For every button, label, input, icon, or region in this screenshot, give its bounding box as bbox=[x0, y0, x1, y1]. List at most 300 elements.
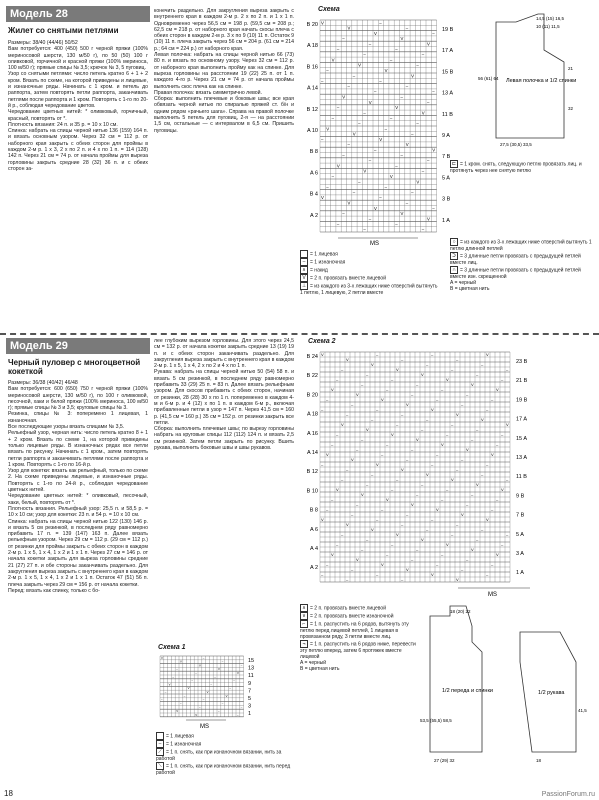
scheme-28-chart bbox=[298, 16, 468, 246]
stitch-symbol: – bbox=[406, 457, 409, 462]
stitch-symbol: – bbox=[446, 432, 449, 437]
stitch-symbol: – bbox=[341, 477, 344, 482]
section-divider bbox=[0, 333, 599, 335]
stitch-symbol: – bbox=[321, 407, 324, 412]
stitch-symbol: – bbox=[321, 462, 324, 467]
legend-item: A = черный bbox=[300, 660, 327, 666]
stitch-symbol: – bbox=[401, 522, 404, 527]
stitch-symbol: – bbox=[486, 572, 489, 577]
stitch-symbol: V bbox=[331, 57, 335, 63]
stitch-symbol: – bbox=[491, 397, 494, 402]
stitch-symbol: V bbox=[187, 686, 190, 691]
stitch-symbol: – bbox=[386, 387, 389, 392]
stitch-symbol: – bbox=[486, 462, 489, 467]
stitch-symbol: – bbox=[426, 527, 429, 532]
stitch-symbol: – bbox=[352, 73, 356, 79]
stitch-symbol: V bbox=[168, 682, 171, 687]
stitch-symbol: – bbox=[466, 502, 469, 507]
scheme-28-right-row-labels bbox=[442, 27, 454, 224]
stitch-symbol: – bbox=[386, 442, 389, 447]
stitch-symbol: V bbox=[416, 179, 420, 185]
stitch-symbol: V bbox=[352, 131, 356, 137]
stitch-symbol: – bbox=[416, 492, 419, 497]
stitch-symbol: – bbox=[506, 477, 509, 482]
stitch-symbol: – bbox=[326, 184, 329, 190]
stitch-symbol: – bbox=[358, 179, 361, 185]
row-label: A 2 bbox=[310, 565, 318, 572]
row-label: 5 A bbox=[516, 531, 524, 538]
row-label: B 4 bbox=[309, 191, 318, 198]
stitch-symbol: – bbox=[405, 25, 409, 31]
legend-item: A = черный bbox=[450, 280, 477, 286]
stitch-symbol: – bbox=[441, 552, 444, 557]
stitch-symbol: V bbox=[336, 487, 339, 492]
legend-item: = 1 лицевая bbox=[300, 250, 440, 258]
stitch-symbol: V bbox=[421, 372, 424, 377]
stitch-symbol: – bbox=[341, 367, 344, 372]
legend-item: ¬ = 1 п. распустить на 6 рядов ниже, перевести эту петлю вперед, затем 6 протяжек вместе лицевой bbox=[300, 641, 416, 660]
pattern-28-diagram bbox=[476, 10, 594, 150]
stitch-symbol: – bbox=[336, 432, 339, 437]
stitch-symbol: V bbox=[471, 382, 474, 387]
stitch-symbol: – bbox=[351, 512, 354, 517]
pattern-28-dim-3: 21 bbox=[568, 66, 574, 71]
stitch-symbol: V bbox=[321, 517, 324, 522]
stitch-symbol: V bbox=[336, 163, 340, 169]
stitch-symbol: – bbox=[347, 83, 350, 89]
row-label: A 10 bbox=[306, 128, 318, 134]
stitch-symbol: V bbox=[361, 492, 364, 497]
row-label: 5 A bbox=[442, 175, 450, 182]
stitch-symbol: – bbox=[466, 557, 469, 562]
row-label: 13 bbox=[248, 665, 255, 672]
row-label: A 4 bbox=[310, 546, 318, 552]
stitch-symbol: – bbox=[176, 667, 178, 672]
legend-item: ∧ = 2 п. провязать вместе лицевой bbox=[300, 604, 420, 612]
stitch-symbol: V bbox=[326, 452, 329, 457]
legend-item: B = цветная нить bbox=[450, 286, 490, 292]
stitch-symbol: V bbox=[411, 502, 414, 507]
stitch-symbol: V bbox=[451, 477, 454, 482]
stitch-symbol: – bbox=[471, 492, 474, 497]
row-label: 7 B bbox=[442, 154, 451, 161]
stitch-symbol: – bbox=[379, 20, 382, 26]
stitch-symbol: – bbox=[486, 407, 489, 412]
stitch-symbol: V bbox=[176, 709, 179, 713]
stitch-symbol: – bbox=[331, 174, 334, 179]
stitch-symbol: – bbox=[461, 402, 464, 407]
stitch-symbol: V bbox=[396, 367, 399, 372]
stitch-symbol: – bbox=[214, 674, 216, 679]
stitch-symbol: – bbox=[416, 121, 419, 126]
row-label: 3 B bbox=[442, 196, 451, 203]
stitch-symbol: – bbox=[506, 532, 509, 537]
stitch-symbol: – bbox=[386, 552, 389, 557]
legend-item: – = 1 изнаночная bbox=[156, 740, 294, 748]
stitch-symbol: V bbox=[351, 457, 354, 462]
stitch-symbol: – bbox=[426, 362, 429, 367]
stitch-symbol: – bbox=[237, 712, 239, 717]
stitch-symbol: – bbox=[374, 89, 377, 95]
stitch-symbol: – bbox=[421, 427, 424, 432]
stitch-symbol: – bbox=[381, 507, 384, 512]
legend-item: – = 1 изнаночная bbox=[300, 258, 440, 266]
pattern-29-diagram bbox=[420, 602, 596, 772]
stitch-symbol: – bbox=[396, 477, 399, 482]
stitch-symbol: V bbox=[486, 352, 489, 357]
stitch-symbol: – bbox=[446, 487, 449, 492]
stitch-symbol: V bbox=[331, 552, 334, 557]
stitch-symbol: – bbox=[342, 211, 345, 217]
legend-item: Ↄ = 3 длинные петли провязать с предыдущей петлей вместе лиц. bbox=[450, 253, 581, 266]
stitch-symbol: V bbox=[496, 387, 499, 392]
stitch-symbol: – bbox=[411, 392, 414, 397]
stitch-symbol: V bbox=[371, 362, 374, 367]
stitch-symbol: V bbox=[321, 352, 324, 357]
stitch-symbol: – bbox=[376, 572, 379, 577]
stitch-symbol: V bbox=[400, 211, 404, 217]
stitch-symbol: V bbox=[331, 387, 334, 392]
stitch-symbol: – bbox=[342, 152, 345, 158]
stitch-symbol: V bbox=[421, 110, 425, 116]
stitch-symbol: – bbox=[346, 577, 349, 582]
row-label: A 18 bbox=[306, 411, 318, 418]
stitch-symbol: – bbox=[161, 697, 163, 702]
pattern-29-sleeve-label: 1/2 рукава bbox=[538, 690, 565, 696]
model-29-subtitle: Черный пуловер с многоцветной кокеткой bbox=[8, 358, 141, 376]
model-29-text-column-2: лее глубоким вырезом горловины. Для этого через 24,5 см = 132 р. от начала кокетки закрыть средние 13 (19) 19 п. и с обеих сторон заканчивать раздельно. Для закругления выреза закрыть с внутреннего края в каждом 2-м р. 1 х 5, 1 х 4, 2 х по 2 и 4 х по 1 п. Рукава: набрать на спицы черной нитью 50 (54) 58 п. и вязать 5 см резинкой, в последнем ряду равномерно прибавить 33 (29) 25 п. = 83 п. Далее вязать рельефным узором. Для скосов прибавить с обеих сторон, начиная от резинки, 28 (28) 30 х по 1 п. попеременно в каждом 4-м и 6-м р. и 4 (12) х по 1 п. в каждом 6-м р., включая прибавленные петли в узор = 147 п. Через 41,5 см = 160 р. (41,5 см = 160 р.) 35 см = 152 р. от резинки закрыть все петли. Сборка: выполнить плечевые швы; по вырезу горловины набрать на круговые спицы 112 (112) 124 п. и вязать 2,5 см резинкой. Затем петли закрыть по рисунку. Вшить рукава, выполнить боковые швы и швы рукавов. bbox=[154, 338, 294, 452]
stitch-symbol: V bbox=[491, 452, 494, 457]
pattern-28-outline bbox=[496, 14, 564, 138]
stitch-symbol: V bbox=[481, 417, 484, 422]
stitch-symbol: – bbox=[346, 412, 349, 417]
stitch-symbol: – bbox=[481, 362, 484, 367]
row-label: A 14 bbox=[306, 450, 318, 456]
row-label: 17 A bbox=[442, 48, 454, 55]
scheme-28-legend bbox=[300, 250, 440, 296]
stitch-symbol: – bbox=[416, 547, 419, 552]
stitch-symbol: – bbox=[431, 517, 434, 522]
scheme-29-2-title: Схема 2 bbox=[308, 338, 336, 345]
stitch-symbol: – bbox=[366, 537, 369, 542]
row-label: 1 A bbox=[442, 217, 450, 224]
stitch-symbol: – bbox=[195, 671, 197, 675]
watermark: PassionForum.ru bbox=[541, 791, 595, 798]
stitch-symbol: – bbox=[400, 94, 403, 100]
stitch-symbol: – bbox=[506, 367, 509, 372]
row-label: 19 B bbox=[516, 397, 528, 404]
stitch-symbol: – bbox=[368, 158, 372, 164]
row-label: 1 bbox=[248, 711, 252, 718]
stitch-symbol: – bbox=[347, 142, 350, 148]
stitch-symbol: – bbox=[356, 447, 359, 452]
row-label: A 2 bbox=[310, 212, 318, 219]
scheme-29-1-chart bbox=[156, 654, 296, 730]
stitch-symbol: – bbox=[326, 397, 329, 402]
stitch-symbol: V bbox=[180, 659, 182, 664]
stitch-symbol: – bbox=[379, 195, 382, 201]
model-28-text-column-1: Размеры: 38/40 (44/46) 50/52 Вам потребуется: 400 (450) 500 г черной пряжи (100% мериносовой шерсти, 130 м/50 г), по 50 (50) 100 г оливковой, горчичной и красной пряжи (100% мериноса, 100 м/50 г); прямые спицы № 3,5; крючок № 3, 5 пуговиц. Узор со снятыми петлями: число петель кратно 6 + 1 + 2 кром. Вязать по схеме, на которой приведены и лицевые, и изнаночные ряды. Начинать с 1 кром. и петель до раппорта, затем повторять петли раппорта, заканчивать петлями после раппорта и 1 кром. Повторять с 1-го по 20-й р., соблюдая чередование цветов. Чередование цветных нитей: * оливковый, горчичный, красный, повторять от *. Плотность вязания: 24 п. и 35 р. = 10 х 10 см. Спинка: набрать на спицы черной нитью 136 (159) 164 п. и вязать основным узором. Через 32 см = 112 р. от наборного края закрыть с обеих сторон для проймы в каждом 2-м р. 1 х 3, 2 х по 2 п. и 4 х по 1 п. = 114 (128) 142 п. Через 21 см = 74 р. от начала проймы для выреза горловины закрыть средние 28 (32) 36 п. и с обеих сторон за- bbox=[8, 40, 148, 172]
stitch-symbol: V bbox=[456, 577, 459, 582]
stitch-symbol: – bbox=[432, 30, 435, 36]
stitch-symbol: – bbox=[342, 36, 345, 42]
stitch-symbol: V bbox=[386, 497, 389, 502]
stitch-symbol: – bbox=[336, 46, 340, 52]
stitch-symbol: V bbox=[421, 537, 424, 542]
stitch-symbol: V bbox=[432, 147, 436, 153]
stitch-symbol: V bbox=[431, 572, 434, 577]
stitch-symbol: V bbox=[371, 527, 374, 532]
row-label: 11 B bbox=[516, 474, 527, 481]
stitch-symbol: V bbox=[368, 99, 372, 105]
stitch-symbol: – bbox=[391, 377, 394, 382]
stitch-symbol: V bbox=[406, 567, 409, 572]
stitch-symbol: V bbox=[427, 41, 430, 47]
stitch-symbol: V bbox=[366, 427, 369, 432]
stitch-symbol: – bbox=[202, 697, 205, 702]
stitch-symbol: – bbox=[381, 452, 384, 457]
page-number: 18 bbox=[4, 789, 13, 798]
stitch-symbol: – bbox=[426, 417, 429, 422]
stitch-symbol: – bbox=[374, 147, 377, 153]
row-label: B 20 bbox=[306, 22, 318, 28]
stitch-symbol: – bbox=[405, 83, 409, 89]
stitch-symbol: V bbox=[321, 20, 324, 26]
stitch-symbol: V bbox=[466, 447, 469, 452]
row-label: 13 A bbox=[442, 90, 454, 97]
row-label: B 24 bbox=[306, 354, 318, 360]
stitch-symbol: – bbox=[202, 655, 205, 660]
pattern-28-dim-2: 10 (11) 11,5 bbox=[536, 24, 560, 29]
stitch-symbol: V bbox=[446, 542, 449, 547]
stitch-symbol: – bbox=[395, 46, 398, 52]
row-label: B 10 bbox=[306, 488, 318, 495]
stitch-symbol: – bbox=[461, 567, 464, 572]
stitch-symbol: – bbox=[401, 412, 404, 417]
stitch-symbol: – bbox=[401, 357, 404, 362]
model-29-text-column-1: Размеры: 36/38 (40/42) 46/48 Вам потребуется: 600 (650) 750 г черной пряжи (100% мериносовой шерсти, 130 м/50 г), по 100 г оливковой, песочной, хаки и белой пряжи (100% мериноса, 100 м/50 г); прямые спицы № 3 и 3,5; круговые спицы № 3. Резинка, спицы № 3: поперемено 1 лицевая, 1 изнаночная. Все последующие узоры вязать спицами № 3,5. Рельефный узор, черная нить: число петель кратно 8 + 1 + 2 кром. Вязать по схеме 1, на которой приведены только лицевые ряды. В изнаночных рядах все петли вязать по рисунку. Начинать с 1 кром., затем повторять петли раппорта и заканчивать петлями после раппорта и 1 кром. Повторять с 1-го по 16-й р. Узор для кокетки: вязать как рельефный, только по схеме 2. На схеме приведены лицевые, и изнаночные ряды. Повторять с 1-го по 24-й р., соблюдая чередование цветных нитей. Чередование цветных нитей: * оливковый, песочный, хаки, белый, повторять от *. Плотность вязания. Рельефный узор: 25,5 п. и 58,5 р. = 10 х 10 см; узор для кокетки: 23 п. и 54 р. = 10 х 10 см. Спинка: набрать на спицы черной нитью 122 (130) 146 р. и вязать 5 см резинкой, в последнем ряду равномерно прибавить 17 п. = 139 (147) 163 п. Далее вязать рельефным узором. Через 29 см = 112 р. (29 см = 112 р.) от резинки для проймы закрыть с обеих сторон в каждом 2-м р. 1 х 5, 1 х 4, 1 х 2 и 1 х 1 п. Через 27 см = 146 р. от начала кокетки закрыть для выреза горловины средние 21 (27) 27 п. и обе стороны заканчивать раздельно. Для закругления выреза закрыть с внутреннего края в каждом 2-м р. 1 х 5, 1 х 4, 1 х 2 и 1 х 1 п. Остаток 47 (51) 56 п. плеча закрыть через 29 см = 156 р. от начала кокетки. Перед: вязать как спинку, только с бо- bbox=[8, 380, 148, 594]
pattern-28-dim-6: 56 (61) 64 bbox=[478, 76, 499, 81]
stitch-symbol: V bbox=[321, 195, 324, 201]
model-28-subtitle: Жилет со снятыми петлями bbox=[8, 26, 119, 35]
stitch-symbol: – bbox=[321, 78, 324, 84]
stitch-symbol: – bbox=[461, 457, 464, 462]
stitch-symbol: – bbox=[221, 659, 224, 664]
row-label: 11 B bbox=[442, 111, 453, 118]
stitch-symbol: V bbox=[363, 168, 367, 174]
pattern-29-dim-5: 18 bbox=[536, 758, 542, 763]
stitch-symbol: V bbox=[218, 667, 220, 672]
stitch-symbol: V bbox=[486, 517, 489, 522]
stitch-symbol: – bbox=[218, 709, 220, 713]
stitch-symbol: V bbox=[389, 174, 393, 179]
stitch-symbol: – bbox=[481, 527, 484, 532]
stitch-symbol: – bbox=[389, 115, 393, 121]
stitch-symbol: – bbox=[395, 163, 398, 169]
stitch-symbol: – bbox=[384, 184, 387, 190]
row-label: 7 B bbox=[516, 512, 525, 519]
stitch-symbol: V bbox=[356, 557, 359, 562]
stitch-symbol: – bbox=[496, 497, 499, 502]
stitch-symbol: – bbox=[476, 537, 479, 542]
row-label: 19 B bbox=[442, 27, 454, 33]
scheme-29-2-chart bbox=[298, 348, 594, 598]
stitch-symbol: – bbox=[164, 690, 167, 694]
stitch-symbol: – bbox=[172, 674, 174, 679]
stitch-symbol: V bbox=[496, 552, 499, 557]
stitch-symbol: – bbox=[371, 417, 374, 422]
stitch-symbol: – bbox=[421, 52, 425, 58]
stitch-symbol: V bbox=[441, 442, 444, 447]
stitch-symbol: V bbox=[431, 407, 434, 412]
stitch-symbol: V bbox=[426, 472, 429, 477]
stitch-symbol: – bbox=[351, 567, 354, 572]
stitch-symbol: – bbox=[321, 136, 324, 142]
stitch-symbol: – bbox=[405, 200, 409, 206]
pattern-28-label: Левая полочка и 1/2 спинки bbox=[506, 78, 577, 84]
stitch-symbol: – bbox=[346, 467, 349, 472]
stitch-symbol: V bbox=[237, 671, 239, 675]
stitch-symbol: – bbox=[352, 189, 356, 195]
row-label: 15 bbox=[248, 658, 255, 664]
row-label: 11 bbox=[248, 673, 254, 680]
row-label: A 6 bbox=[310, 526, 318, 533]
legend-item: ⌐ = 1 п. распустить на 6 рядов, вытянуть эту петлю перед лицевой петлей, 1 лицевая в провязанном ряду, 3 петли вместе лиц. bbox=[300, 621, 409, 640]
stitch-symbol: – bbox=[501, 542, 504, 547]
stitch-symbol: V bbox=[471, 547, 474, 552]
scheme-29-2-legend bbox=[300, 604, 420, 672]
stitch-symbol: – bbox=[421, 168, 425, 174]
stitch-symbol: – bbox=[376, 352, 379, 357]
pattern-29-dim-1: 18 (20) 22 bbox=[450, 609, 471, 614]
legend-item: ○ = из каждого из 3-х лежащих ниже отверстий вытянуть 1 петлю длинной петлей bbox=[450, 239, 592, 252]
stitch-symbol: V bbox=[405, 142, 409, 148]
stitch-symbol: V bbox=[347, 25, 351, 31]
stitch-symbol: – bbox=[240, 663, 243, 668]
stitch-symbol: – bbox=[229, 686, 231, 691]
stitch-symbol: V bbox=[401, 467, 404, 472]
row-label: 13 A bbox=[516, 455, 528, 461]
row-label: B 22 bbox=[306, 373, 318, 380]
stitch-symbol: V bbox=[206, 690, 209, 694]
stitch-symbol: – bbox=[391, 487, 394, 492]
stitch-symbol: – bbox=[441, 387, 444, 392]
stitch-symbol: – bbox=[321, 572, 324, 577]
pattern-28-dim-1: 14,5 (15) 16,5 bbox=[536, 16, 565, 21]
stitch-symbol: V bbox=[341, 422, 344, 427]
legend-item: ∩ = 3 длинные петли провязать с предыдущей петлей вместе изн. скрещенной bbox=[450, 267, 581, 280]
scheme-29-1-row-labels bbox=[248, 658, 254, 717]
stitch-symbol: – bbox=[391, 542, 394, 547]
scheme-29-2-right-row-labels bbox=[516, 359, 528, 576]
stitch-symbol: – bbox=[451, 422, 454, 427]
pattern-29-dim-2: 53,5 (55,5) 58,5 bbox=[420, 718, 452, 723]
stitch-symbol: – bbox=[331, 115, 334, 121]
stitch-symbol: V bbox=[225, 693, 228, 698]
stitch-symbol: V bbox=[381, 397, 384, 402]
stitch-symbol: – bbox=[456, 522, 459, 527]
row-label: A 14 bbox=[306, 85, 318, 92]
stitch-symbol: – bbox=[427, 99, 430, 105]
stitch-symbol: – bbox=[476, 427, 479, 432]
stitch-symbol: V bbox=[381, 562, 384, 567]
stitch-symbol: – bbox=[366, 482, 369, 487]
stitch-symbol: – bbox=[363, 110, 366, 116]
scheme-29-1-legend bbox=[156, 732, 294, 776]
stitch-symbol: – bbox=[432, 89, 435, 95]
stitch-symbol: V bbox=[195, 712, 198, 717]
row-label: B 8 bbox=[309, 149, 318, 156]
stitch-symbol: – bbox=[341, 532, 344, 537]
stitch-symbol: – bbox=[363, 227, 366, 232]
stitch-symbol: – bbox=[466, 392, 469, 397]
stitch-symbol: V bbox=[356, 392, 359, 397]
stitch-symbol: V bbox=[427, 216, 430, 222]
stitch-symbol: – bbox=[501, 432, 504, 437]
stitch-symbol: V bbox=[346, 522, 349, 527]
stitch-symbol: V bbox=[436, 507, 439, 512]
stitch-symbol: – bbox=[356, 502, 359, 507]
stitch-symbol: V bbox=[358, 62, 361, 68]
stitch-symbol: – bbox=[180, 701, 182, 706]
legend-item: ⟋ = 1 п. снять, как при изнаночном вязании, нить за работой bbox=[156, 749, 282, 762]
stitch-symbol: – bbox=[411, 131, 414, 137]
stitch-symbol: – bbox=[432, 205, 435, 211]
legend-item: ∨ = 2 п. провязать вместе изнаночной bbox=[300, 612, 420, 620]
stitch-symbol: – bbox=[361, 547, 364, 552]
stitch-symbol: – bbox=[368, 216, 372, 222]
stitch-symbol: – bbox=[416, 62, 419, 68]
stitch-symbol: – bbox=[326, 562, 329, 567]
stitch-symbol: – bbox=[396, 422, 399, 427]
stitch-symbol: – bbox=[416, 382, 419, 387]
stitch-symbol: – bbox=[358, 121, 361, 126]
scheme-28-grid bbox=[320, 20, 437, 232]
stitch-symbol: V bbox=[161, 655, 163, 660]
stitch-symbol: – bbox=[476, 372, 479, 377]
model-29-title: Модель 29 bbox=[6, 338, 150, 354]
stitch-symbol: – bbox=[491, 507, 494, 512]
row-label: B 12 bbox=[306, 106, 318, 113]
ms-label: MS bbox=[370, 241, 379, 246]
row-label: B 8 bbox=[309, 507, 318, 514]
stitch-symbol: V bbox=[326, 126, 330, 132]
stitch-symbol: – bbox=[491, 562, 494, 567]
stitch-symbol: – bbox=[471, 437, 474, 442]
legend-item: ⟍ = 1 п. снять, как при изнаночном вязании, нить перед работой bbox=[156, 763, 291, 776]
stitch-symbol: – bbox=[183, 693, 186, 698]
stitch-symbol: – bbox=[233, 678, 235, 683]
row-label: 15 A bbox=[516, 435, 528, 442]
row-label: 21 B bbox=[516, 378, 528, 385]
legend-item: = 1 лицевая bbox=[156, 732, 294, 740]
scheme-29-1-title: Схема 1 bbox=[158, 644, 186, 651]
stitch-symbol: – bbox=[395, 221, 398, 227]
row-label: A 18 bbox=[306, 43, 318, 50]
model-28-text-column-2: конечить раздельно. Для закругления выреза закрыть с внутреннего края в каждом 2-м р. 2 х по 2 п. и 1 х 1 п. Одновременно через 56,5 см = 198 р. (59,5 см = 208 р.; 62,5 см = 218 р. от наборного края начать скосы плеча с обеих сторон в каждом 2-м р. 3 х по 9 (10) 11 п. Остаток 9 (10) 11 п. плеча закрыть через 56 см = 204 р. (61 см = 214 р.; 64 см = 224 р.) от наборного края. Левая полочка: набрать на спицы черной нитью 66 (73) 80 п. и вязать по основному узору. Через 32 см = 112 р. от наборного края выполнить пройму как на спинке. Для выреза горловины на расстоянии 19 (22) 25 п. от 1 п. каждого 4-го р. Через 21 см = 74 р. от начала проймы выполнить скос плеча как на спинке. Правая полочка: вязать симметрично левой. Сборка: выполнить плечевые и боковые швы; все края обвязать черной нитью по спиралью пряжей ст. б/н и одним рядом «рачьего шага». Справа на правой полочке выполнить 5 петель для пуговиц, 2-я — на расстоянии 1,5 см, остальные — с интервалом в 6,5 см. Пришить пуговицы. bbox=[154, 8, 294, 134]
pattern-28-dim-4: 32 bbox=[568, 106, 574, 111]
stitch-symbol: – bbox=[451, 532, 454, 537]
ms-label: MS bbox=[200, 724, 209, 730]
pattern-29-front-outline bbox=[430, 606, 482, 752]
stitch-symbol: – bbox=[379, 78, 382, 84]
pattern-28-dim-5: 27,5 (30,5) 33,5 bbox=[500, 142, 532, 147]
row-label: 15 B bbox=[442, 69, 454, 76]
stitch-symbol: – bbox=[199, 705, 201, 710]
stitch-symbol: V bbox=[461, 512, 464, 517]
scheme-28-legend-right bbox=[450, 238, 594, 292]
stitch-symbol: V bbox=[476, 482, 479, 487]
